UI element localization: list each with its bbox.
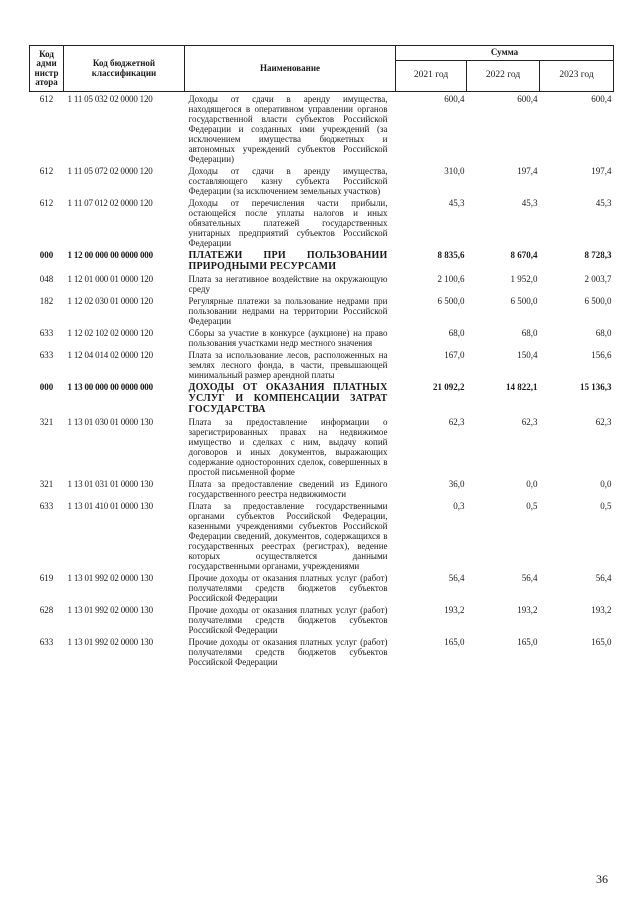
cell-admin-code: 000 <box>39 250 54 260</box>
cell-budget-code: 1 13 01 410 01 0000 130 <box>67 501 153 511</box>
cell-admin-code: 619 <box>39 573 54 583</box>
header-year-2022: 2022 год <box>467 61 540 92</box>
cell-2022: 0,0 <box>526 479 538 489</box>
table-row <box>30 477 614 499</box>
cell-admin-code: 000 <box>39 382 54 392</box>
table-row <box>30 348 614 380</box>
cell-admin-code: 182 <box>39 296 54 306</box>
cell-budget-code: 1 13 01 030 01 0000 130 <box>67 417 153 427</box>
cell-2021: 62,3 <box>448 417 465 427</box>
table-row <box>30 248 614 272</box>
cell-2022: 150,4 <box>517 350 538 360</box>
table-row <box>30 272 614 294</box>
table-row <box>30 571 614 603</box>
cell-admin-code: 633 <box>39 637 54 647</box>
cell-2023: 600,4 <box>591 94 612 104</box>
cell-admin-code: 612 <box>39 198 54 208</box>
cell-2022: 45,3 <box>521 198 538 208</box>
cell-name: Плата за предоставление информации о зарегистрированных правах на недвижимое имущество и сделках с ним, выдачу копий договоров и иных документов, выражающих содержание односторонних сделок, совершенных в простой письменной форме <box>188 417 388 477</box>
cell-2022: 600,4 <box>517 94 538 104</box>
cell-2023: 165,0 <box>591 637 612 647</box>
cell-2021: 45,3 <box>448 198 465 208</box>
table-row <box>30 603 614 635</box>
cell-2022: 62,3 <box>521 417 538 427</box>
cell-2023: 156,6 <box>591 350 612 360</box>
cell-2021: 21 092,2 <box>433 382 465 392</box>
cell-2022: 56,4 <box>521 573 538 583</box>
cell-budget-code: 1 12 02 030 01 0000 120 <box>67 296 153 306</box>
page-number: 36 <box>596 872 608 886</box>
cell-budget-code: 1 11 05 072 02 0000 120 <box>67 166 153 176</box>
cell-budget-code: 1 13 00 000 00 0000 000 <box>67 382 153 392</box>
table-row <box>30 380 614 415</box>
cell-budget-code: 1 12 01 000 01 0000 120 <box>67 274 153 284</box>
header-admin-code: Код адми нистр атора <box>30 46 64 92</box>
header-budget-code: Код бюджетной классификации <box>64 46 185 92</box>
cell-2023: 56,4 <box>595 573 612 583</box>
header-year-2021: 2021 год <box>396 61 467 92</box>
cell-budget-code: 1 13 01 992 02 0000 130 <box>67 573 153 583</box>
cell-name: Плата за негативное воздействие на окружающую среду <box>188 274 388 294</box>
cell-2021: 193,2 <box>444 605 465 615</box>
cell-admin-code: 633 <box>39 350 54 360</box>
cell-2021: 6 500,0 <box>437 296 465 306</box>
cell-2021: 8 835,6 <box>437 250 465 260</box>
table-header <box>30 46 614 92</box>
cell-admin-code: 048 <box>39 274 54 284</box>
cell-2021: 36,0 <box>448 479 465 489</box>
cell-admin-code: 628 <box>39 605 54 615</box>
cell-budget-code: 1 13 01 992 02 0000 130 <box>67 637 153 647</box>
cell-budget-code: 1 12 04 014 02 0000 120 <box>67 350 153 360</box>
cell-2022: 8 670,4 <box>510 250 538 260</box>
cell-2023: 2 003,7 <box>584 274 612 284</box>
cell-admin-code: 321 <box>39 479 54 489</box>
cell-budget-code: 1 13 01 031 01 0000 130 <box>67 479 153 489</box>
cell-budget-code: 1 11 07 012 02 0000 120 <box>67 198 153 208</box>
table-row <box>30 499 614 571</box>
cell-admin-code: 321 <box>39 417 54 427</box>
cell-name: Плата за использование лесов, расположенных на землях лесного фонда, в части, превышающей минимальный размер арендной платы <box>188 350 388 380</box>
cell-2021: 68,0 <box>448 328 465 338</box>
cell-2021: 600,4 <box>444 94 465 104</box>
cell-budget-code: 1 11 05 032 02 0000 120 <box>67 94 153 104</box>
cell-budget-code: 1 13 01 992 02 0000 130 <box>67 605 153 615</box>
cell-admin-code: 612 <box>39 166 54 176</box>
cell-name: Доходы от сдачи в аренду имущества, находящегося в оперативном управлении органов государственной власти субъектов Российской Федерации и созданных ими учреждений (за исключением имущества бюджетных и автономных учреждений субъектов Российской Федерации) <box>188 94 388 164</box>
table-row <box>30 92 614 165</box>
table-row <box>30 415 614 477</box>
cell-2021: 56,4 <box>448 573 465 583</box>
table-row <box>30 326 614 348</box>
cell-2021: 2 100,6 <box>437 274 465 284</box>
cell-2021: 165,0 <box>444 637 465 647</box>
cell-name: Прочие доходы от оказания платных услуг (работ) получателями средств бюджетов субъектов Российской Федерации <box>188 573 388 603</box>
cell-2022: 1 952,0 <box>510 274 538 284</box>
cell-2023: 45,3 <box>595 198 612 208</box>
cell-2022: 6 500,0 <box>510 296 538 306</box>
budget-table-page <box>29 45 613 667</box>
cell-admin-code: 633 <box>39 328 54 338</box>
cell-2022: 14 822,1 <box>506 382 538 392</box>
cell-2022: 197,4 <box>517 166 538 176</box>
table-row <box>30 196 614 248</box>
cell-name: Доходы от сдачи в аренду имущества, составляющего казну субъекта Российской Федерации (за исключением земельных участков) <box>188 166 388 196</box>
cell-name: Доходы от перечисления части прибыли, остающейся после уплаты налогов и иных обязательных платежей государственных унитарных предприятий субъектов Российской Федерации <box>188 198 388 248</box>
cell-name: Плата за предоставление государственными органами субъектов Российской Федерации, казенными учреждениями субъектов Российской Федерации сведений, документов, содержащихся в государственных реестрах (регистрах), ведение которых осуществляется данными государственными органами, учреждениями <box>188 501 388 571</box>
cell-2023: 15 136,3 <box>580 382 612 392</box>
table-body <box>30 92 614 668</box>
cell-name: Плата за предоставление сведений из Единого государственного реестра недвижимости <box>188 479 388 499</box>
cell-budget-code: 1 12 00 000 00 0000 000 <box>67 250 153 260</box>
cell-2023: 0,0 <box>600 479 612 489</box>
cell-2021: 0,3 <box>453 501 465 511</box>
cell-admin-code: 633 <box>39 501 54 511</box>
cell-2023: 6 500,0 <box>584 296 612 306</box>
cell-name: Прочие доходы от оказания платных услуг (работ) получателями средств бюджетов субъектов Российской Федерации <box>188 637 388 667</box>
cell-2023: 193,2 <box>591 605 612 615</box>
cell-name: ДОХОДЫ ОТ ОКАЗАНИЯ ПЛАТНЫХ УСЛУГ И КОМПЕНСАЦИИ ЗАТРАТ ГОСУДАРСТВА <box>188 382 388 415</box>
cell-2023: 68,0 <box>595 328 612 338</box>
cell-name: Прочие доходы от оказания платных услуг (работ) получателями средств бюджетов субъектов Российской Федерации <box>188 605 388 635</box>
cell-2023: 8 728,3 <box>584 250 612 260</box>
budget-revenue-table <box>29 45 614 667</box>
cell-2022: 165,0 <box>517 637 538 647</box>
cell-2021: 310,0 <box>444 166 465 176</box>
table-row <box>30 294 614 326</box>
cell-2022: 193,2 <box>517 605 538 615</box>
cell-2023: 197,4 <box>591 166 612 176</box>
cell-2023: 62,3 <box>595 417 612 427</box>
cell-name: ПЛАТЕЖИ ПРИ ПОЛЬЗОВАНИИ ПРИРОДНЫМИ РЕСУРСАМИ <box>188 250 388 272</box>
cell-2022: 68,0 <box>521 328 538 338</box>
cell-2021: 167,0 <box>444 350 465 360</box>
header-sum: Сумма <box>396 46 614 61</box>
cell-name: Сборы за участие в конкурсе (аукционе) на право пользования участками недр местного значения <box>188 328 388 348</box>
cell-2023: 0,5 <box>600 501 612 511</box>
cell-name: Регулярные платежи за пользование недрами при пользовании недрами на территории Российской Федерации <box>188 296 388 326</box>
cell-admin-code: 612 <box>39 94 54 104</box>
header-year-2023: 2023 год <box>540 61 614 92</box>
header-name: Наименование <box>185 46 396 92</box>
table-row <box>30 635 614 667</box>
cell-budget-code: 1 12 02 102 02 0000 120 <box>67 328 153 338</box>
cell-2022: 0,5 <box>526 501 538 511</box>
table-row <box>30 164 614 196</box>
